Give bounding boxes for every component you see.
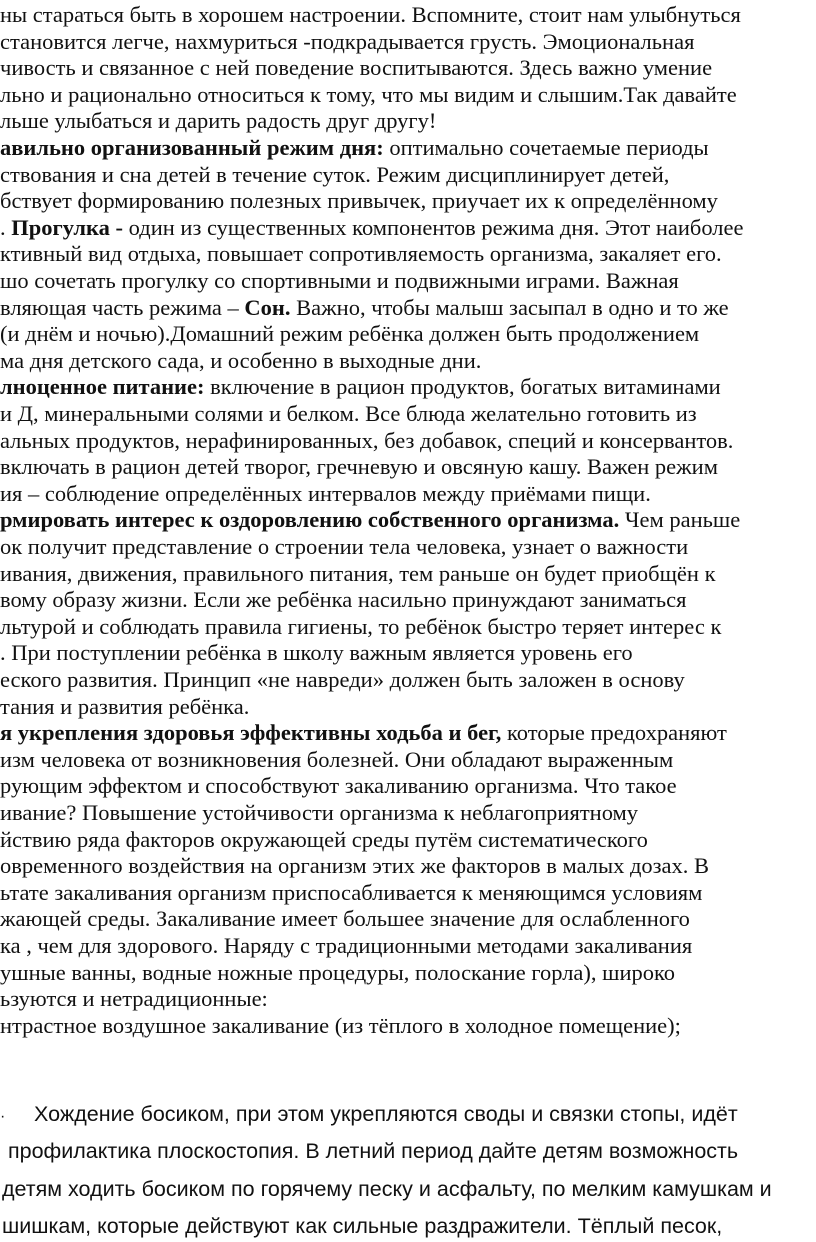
text-line <box>0 428 733 454</box>
text-line <box>0 374 721 400</box>
line-text: йствию ряда факторов окружающей среды путём систематического <box>0 826 648 852</box>
text-line <box>0 880 702 906</box>
text-line <box>0 800 638 826</box>
text-line <box>0 108 436 134</box>
text-line <box>0 348 481 374</box>
line-text: ок получит представление о строении тела человека, узнает о важности <box>0 534 689 559</box>
line-text: нтрастное воздушное закаливание (из тёплого в холодное помещение); <box>0 1012 681 1038</box>
bold-heading: лноценное питание: <box>0 374 205 400</box>
text-line <box>0 215 744 241</box>
line-prefix: . <box>0 214 12 240</box>
line-text: включение в рацион продуктов, богатых витаминами <box>204 374 721 400</box>
list-item-line: профилактика плоскостопия. В летний период дайте детям возможность <box>8 1139 739 1163</box>
line-text: ка , чем для здорового. Наряду с традиционными методами закаливания <box>0 933 693 958</box>
bold-heading: я укрепления здоровья эффективны ходьба и бег, <box>0 720 502 746</box>
text-line <box>0 773 677 799</box>
line-text: жающей среды. Закаливание имеет большее значение для ослабленного <box>0 906 690 932</box>
text-line <box>0 960 675 986</box>
text-line <box>0 587 686 613</box>
line-text: ьтате закаливания организм приспосабливается к меняющимся условиям <box>0 879 703 905</box>
text-line <box>0 162 669 188</box>
line-text: ктивный вид отдыха, повышает сопротивляемость организма, закаляет его. <box>0 241 722 267</box>
line-text: ны стараться быть в хорошем настроении. Вспомните, стоит нам улыбнуться <box>0 2 741 27</box>
line-text: ствования и сна детей в течение суток. Режим дисциплинирует детей, <box>0 161 670 187</box>
text-line <box>0 454 718 480</box>
line-text: тания и развития ребёнка. <box>0 693 250 719</box>
line-text: . При поступлении ребёнка в школу важным является уровень его <box>0 640 633 666</box>
line-text: шо сочетать прогулку со спортивными и подвижными играми. Важная <box>0 268 679 293</box>
text-line <box>0 667 685 693</box>
line-text: Важно, чтобы малыш засыпал в одно и то же <box>290 294 729 320</box>
text-line <box>0 827 648 853</box>
text-line <box>0 29 694 55</box>
text-line <box>0 2 741 28</box>
text-line <box>0 188 718 214</box>
line-text: льтурой и соблюдать правила гигиены, то ребёнок быстро теряет интерес к <box>0 613 722 639</box>
line-text: один из существенных компонентов режима дня. Этот наиболее <box>123 214 744 240</box>
line-text: оптимально сочетаемые периоды <box>383 135 709 160</box>
text-line <box>0 720 727 746</box>
text-line <box>0 986 268 1012</box>
text-line <box>0 694 249 720</box>
line-text: которые предохраняют <box>501 720 727 746</box>
line-text: ия – соблюдение определённых интервалов между приёмами пищи. <box>0 480 651 506</box>
line-text: альных продуктов, нерафинированных, без добавок, специй и консервантов. <box>0 427 734 453</box>
text-line <box>0 135 709 161</box>
text-line <box>0 321 699 347</box>
text-line <box>0 82 737 108</box>
bold-heading: Прогулка - <box>11 214 124 240</box>
text-line <box>0 268 679 294</box>
list-item-line: Хождение босиком, при этом укрепляются своды и связки стопы, идёт <box>34 1102 738 1126</box>
bold-heading: авильно организованный режим дня: <box>0 135 384 160</box>
line-text: вому образу жизни. Если же ребёнка насильно принуждают заниматься <box>0 587 687 613</box>
bullet-marker: · <box>0 1108 6 1125</box>
text-line <box>0 614 721 640</box>
line-text: льно и рационально относиться к тому, что мы видим и слышим.Так давайте <box>0 81 737 107</box>
line-text: ивания, движения, правильного питания, тем раньше он будет приобщён к <box>0 560 716 586</box>
line-text: ушные ванны, водные ножные процедуры, полоскание горла), широко <box>0 959 676 985</box>
text-line <box>0 933 692 959</box>
text-line <box>0 640 633 666</box>
line-text: и Д, минеральными солями и белком. Все блюда желательно готовить из <box>0 401 697 426</box>
bold-heading: Сон. <box>244 294 291 320</box>
line-text: ма дня детского сада, и особенно в выходные дни. <box>0 347 482 373</box>
line-text: включать в рацион детей творог, гречневую и овсяную кашу. Важен режим <box>0 454 718 480</box>
text-line <box>0 401 697 427</box>
text-line <box>0 561 716 587</box>
text-line <box>0 507 740 533</box>
text-line <box>0 853 709 879</box>
text-line <box>0 1013 681 1039</box>
line-text: еского развития. Принцип «не навреди» должен быть заложен в основу <box>0 667 685 692</box>
list-item-line: детям ходить босиком по горячему песку и асфальту, по мелким камушкам и <box>2 1177 772 1201</box>
line-text: становится легче, нахмуриться -подкрадывается грусть. Эмоциональная <box>0 28 695 54</box>
line-prefix: вляющая часть режима – <box>0 294 245 320</box>
list-item-line: шишкам, которые действуют как сильные раздражители. Тёплый песок, <box>2 1214 723 1238</box>
line-text: Чем раньше <box>619 507 741 533</box>
line-text: изм человека от возникновения болезней. Они обладают выраженным <box>0 746 674 772</box>
text-line <box>0 481 651 507</box>
line-text: льше улыбаться и дарить радость друг другу! <box>0 108 437 134</box>
line-text: бствует формированию полезных привычек, приучает их к определённому <box>0 188 718 214</box>
text-line <box>0 55 712 81</box>
line-text: ьзуются и нетрадиционные: <box>0 986 268 1012</box>
text-line <box>0 241 722 267</box>
text-line <box>0 295 729 321</box>
bold-heading: рмировать интерес к оздоровлению собственного организма. <box>0 507 620 533</box>
text-line <box>0 747 673 773</box>
line-text: овременного воздействия на организм этих же факторов в малых дозах. В <box>0 853 710 879</box>
line-text: ивание? Повышение устойчивости организма к неблагоприятному <box>0 800 638 825</box>
line-text: чивость и связанное с ней поведение воспитываются. Здесь важно умение <box>0 55 713 81</box>
line-text: (и днём и ночью).Домашний режим ребёнка должен быть продолжением <box>0 321 700 347</box>
line-text: рующим эффектом и способствуют закаливанию организма. Что такое <box>0 773 677 799</box>
text-line <box>0 906 690 932</box>
text-line <box>0 534 688 560</box>
